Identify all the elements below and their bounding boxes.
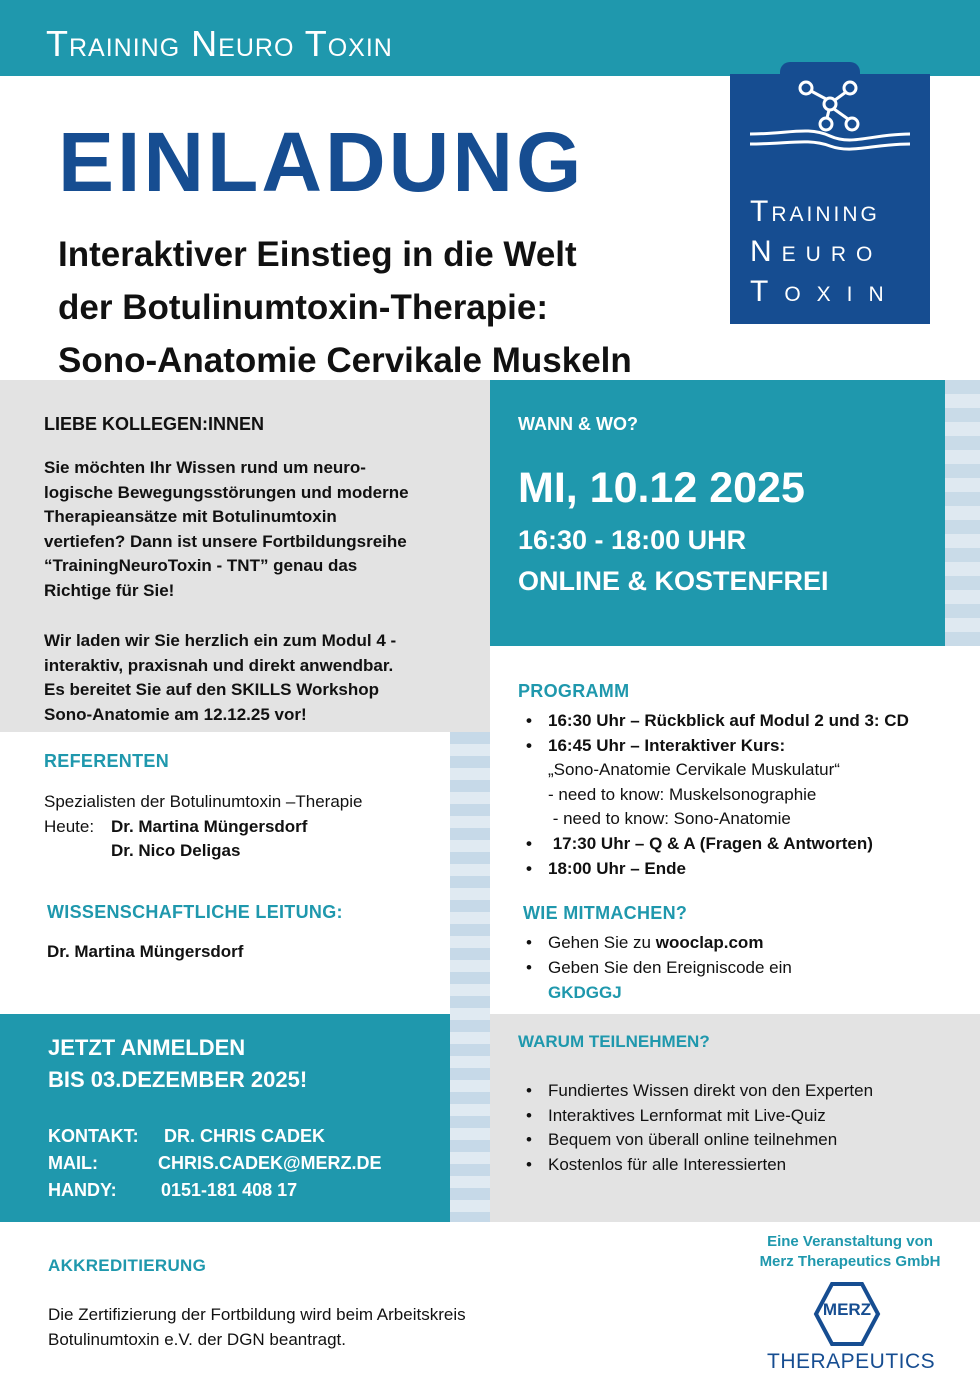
programm-item [520, 734, 909, 759]
text-line: logische Bewegungsstörungen und moderne [44, 482, 409, 502]
text-line: “TrainingNeuroToxin - TNT” genau das [44, 556, 358, 576]
programm-heading: PROGRAMM [518, 681, 630, 701]
programm-item-details [548, 758, 840, 832]
text-line: - need to know: Muskelsonographie [548, 784, 817, 804]
subtitle-line: Sono-Anatomie Cervikale Muskeln [58, 341, 632, 380]
mail-link[interactable]: CHRIS.CADEK@MERZ.DE [158, 1153, 382, 1173]
text-line: Therapieansätze mit Botulinumtoxin [44, 507, 337, 527]
intro-paragraph-2 [44, 629, 396, 727]
text-line: Die Zertifizierung der Fortbildung wird beim Arbeitskreis [48, 1305, 466, 1324]
molecule-icon [748, 78, 912, 178]
programm-item-title: 16:45 Uhr – Interaktiver Kurs: [548, 735, 786, 755]
merz-therapeutics-label: THERAPEUTICS [767, 1350, 936, 1373]
sponsor-line: Eine Veranstaltung von [767, 1233, 933, 1250]
event-time: 16:30 - 18:00 UHR [518, 525, 747, 555]
banner-title: Training Neuro Toxin [46, 23, 393, 64]
contact-value: DR. CHRIS CADEK [164, 1126, 326, 1146]
event-mode: ONLINE & KOSTENFREI [518, 566, 829, 596]
text-line: vertiefen? Dann ist unsere Fortbildungsreihe [44, 531, 407, 551]
logo-line-training: Training [750, 195, 880, 228]
when-heading: WANN & WO? [518, 414, 638, 434]
akkreditierung-heading: AKKREDITIERUNG [48, 1256, 207, 1275]
subtitle-line: Interaktiver Einstieg in die Welt [58, 235, 577, 274]
decor-stripe [945, 380, 980, 646]
warum-heading: WARUM TEILNEHMEN? [518, 1032, 710, 1051]
text-line: Wir laden wir Sie herzlich ein zum Modul 4 - [44, 631, 397, 650]
logo-line-toxin: Toxin [750, 275, 900, 308]
phone-value[interactable]: 0151-181 408 17 [161, 1180, 298, 1200]
warum-item: • Interaktives Lernformat mit Live-Quiz [520, 1104, 873, 1129]
subtitle [58, 228, 728, 387]
event-code: GKDGGJ [548, 983, 622, 1002]
phone-label: HANDY: [48, 1180, 117, 1200]
text-line: „Sono-Anatomie Cervikale Muskulatur“ [548, 760, 840, 779]
programm-item: • 16:30 Uhr – Rückblick auf Modul 2 und 3: CD [520, 709, 909, 734]
text: Gehen Sie zu [548, 933, 656, 952]
warum-item: • Bequem von überall online teilnehmen [520, 1128, 873, 1153]
text-line: Botulinumtoxin e.V. der DGN beantragt. [48, 1329, 346, 1349]
programm-item: • 17:30 Uhr – Q & A (Fragen & Antworten) [520, 832, 873, 857]
mitmachen-heading: WIE MITMACHEN? [523, 903, 688, 923]
event-date: MI, 10.12 2025 [518, 464, 805, 512]
logo-text [750, 192, 920, 312]
logo-line-neuro: Neuro [750, 235, 883, 268]
wooclap-link[interactable]: wooclap.com [655, 933, 764, 952]
speaker-name: Dr. Nico Deligas [111, 841, 241, 861]
mitmachen-item: • Geben Sie den Ereigniscode ein [520, 956, 792, 981]
text-line: Sie möchten Ihr Wissen rund um neuro- [44, 458, 366, 477]
headline: EINLADUNG [58, 115, 585, 209]
text-line: Es bereitet Sie auf den SKILLS Workshop [44, 680, 380, 700]
sponsor-text [750, 1232, 950, 1272]
warum-item: • Fundiertes Wissen direkt von den Experten [520, 1079, 873, 1104]
contact-label: KONTAKT: [48, 1126, 139, 1146]
programm-list-cont [520, 832, 873, 881]
referenten-heading: REFERENTEN [44, 751, 170, 771]
warum-item: • Kostenlos für alle Interessierten [520, 1153, 873, 1178]
warum-list [520, 1079, 873, 1177]
register-callout [48, 1032, 307, 1096]
leitung-heading: WISSENSCHAFTLICHE LEITUNG: [47, 902, 343, 922]
merz-logo-text: MERZ [822, 1300, 872, 1319]
text-line: Sono-Anatomie am 12.12.25 vor! [44, 704, 307, 724]
mitmachen-item [520, 931, 792, 956]
decor-stripe [450, 732, 490, 1222]
referenten-intro: Spezialisten der Botulinumtoxin –Therapie [44, 792, 363, 811]
akkreditierung-text [48, 1303, 466, 1352]
mitmachen-list [520, 931, 792, 980]
register-deadline: BIS 03.DEZEMBER 2025! [48, 1067, 308, 1092]
text-line: - need to know: Sono-Anatomie [548, 809, 791, 829]
intro-paragraph-1 [44, 456, 409, 604]
programm-item: • 18:00 Uhr – Ende [520, 857, 873, 882]
today-label: Heute: [44, 816, 95, 836]
speaker-name: Dr. Martina Müngersdorf [111, 816, 308, 836]
intro-heading: LIEBE KOLLEGEN:INNEN [44, 414, 265, 434]
subtitle-line: der Botulinumtoxin-Therapie: [58, 288, 548, 327]
text-line: interaktiv, praxisnah und direkt anwendbar. [44, 655, 394, 675]
programm-list [520, 709, 909, 758]
mail-label: MAIL: [48, 1153, 98, 1173]
leitung-name: Dr. Martina Müngersdorf [47, 942, 244, 961]
text-line: Richtige für Sie! [44, 580, 175, 600]
register-line: JETZT ANMELDEN [48, 1035, 246, 1060]
referenten-list [44, 790, 362, 864]
sponsor-line: Merz Therapeutics GmbH [759, 1253, 941, 1270]
